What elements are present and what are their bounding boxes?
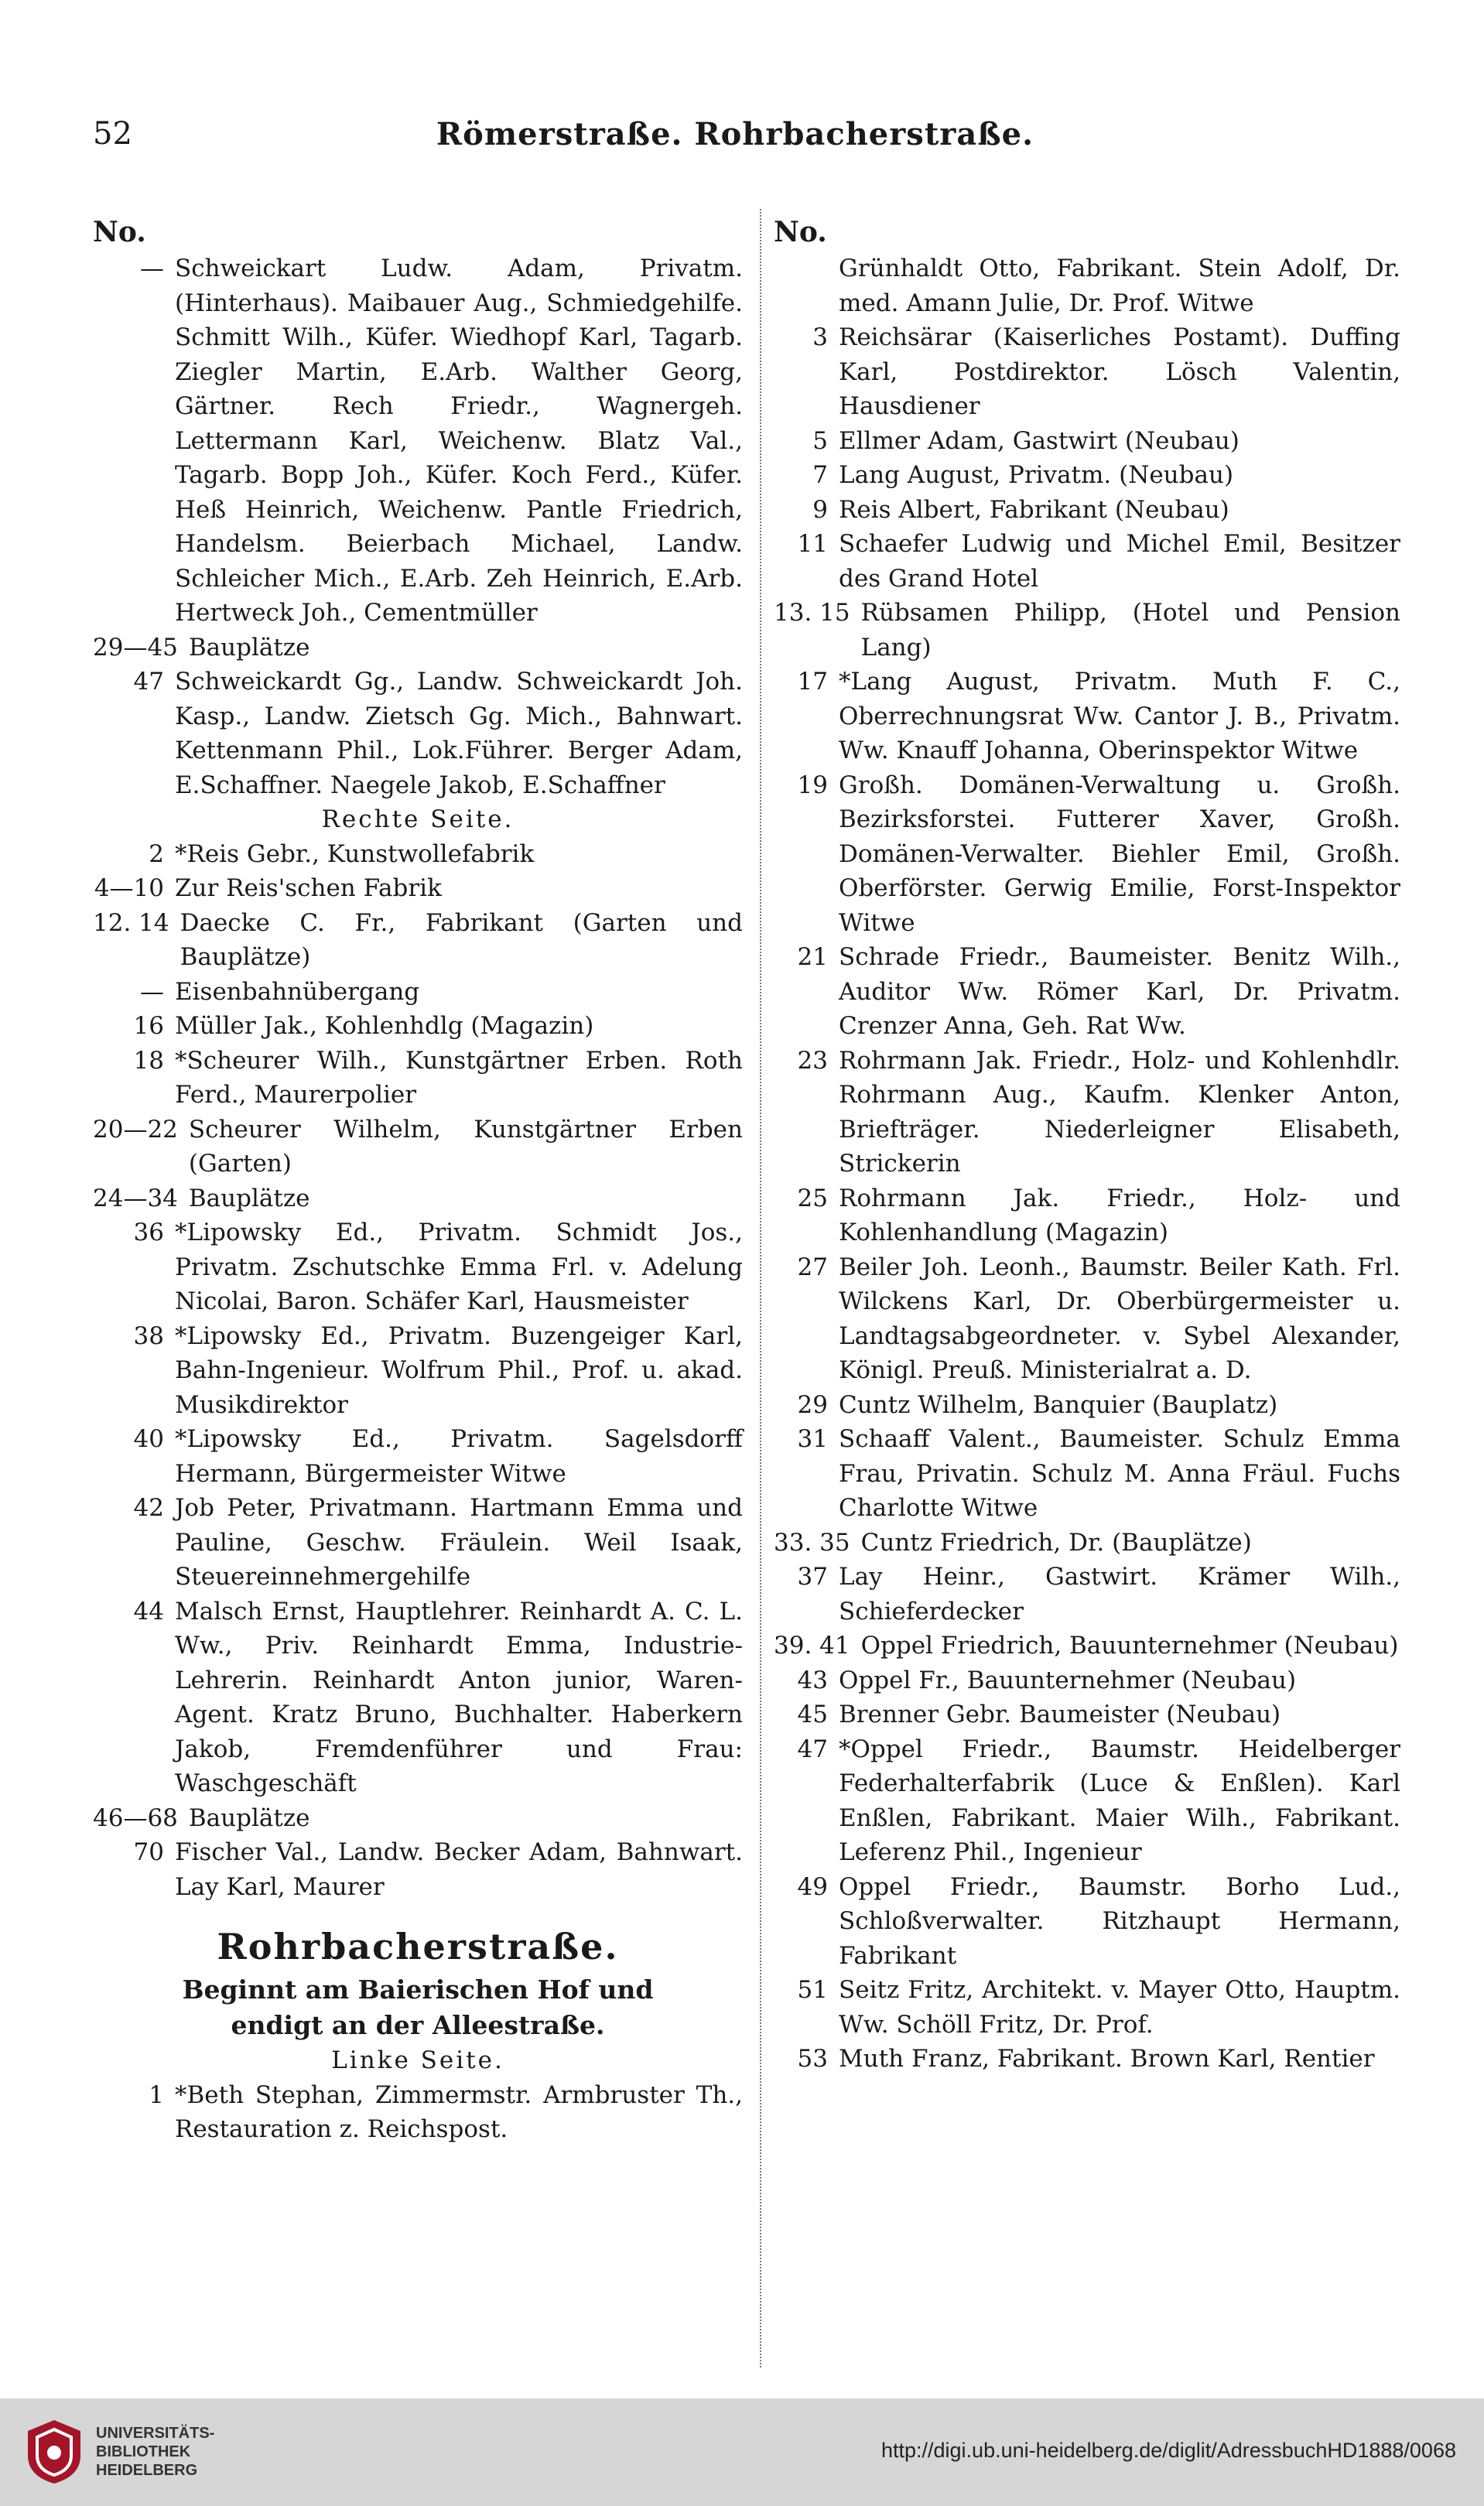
directory-entry	[774, 1422, 1400, 1526]
directory-entry	[774, 940, 1400, 1044]
residents-text: Rohrmann Jak. Friedr., Holz- und Kohlenhandlung (Magazin)	[839, 1184, 1400, 1246]
house-number: 11	[797, 530, 828, 558]
residents-text: Schaefer Ludwig und Michel Emil, Besitzer des Grand Hotel	[839, 530, 1400, 593]
footer-bar	[0, 2398, 1484, 2506]
house-number: 16	[133, 1012, 164, 1040]
directory-entry	[93, 665, 743, 802]
source-url-link[interactable]: http://digi.ub.uni-heidelberg.de/diglit/AdressbuchHD1888/0068	[880, 2439, 1456, 2462]
column-header-no: No.	[93, 216, 146, 248]
logo-text	[96, 2424, 214, 2480]
house-number: 13. 15	[774, 599, 850, 627]
house-number: 33. 35	[774, 1528, 850, 1557]
residents-text: *Lipowsky Ed., Privatm. Schmidt Jos., Privatm. Zschutschke Emma Frl. v. Adelung Nicolai, Baron. Schäfer Karl, Hausmeister	[175, 1219, 743, 1315]
house-number: 47	[133, 668, 164, 696]
house-number: 43	[797, 1666, 828, 1694]
directory-entry	[774, 251, 1400, 320]
directory-entry	[93, 1215, 743, 1319]
house-number: 24—34	[93, 1184, 178, 1212]
house-number: 17	[797, 668, 828, 696]
residents-text: *Scheurer Wilh., Kunstgärtner Erben. Roth Ferd., Maurerpolier	[175, 1046, 743, 1109]
left-column	[93, 213, 743, 2147]
house-number: 21	[797, 943, 828, 971]
residents-text: Cuntz Wilhelm, Banquier (Bauplatz)	[839, 1390, 1278, 1419]
house-number: 38	[133, 1321, 164, 1350]
directory-entry	[774, 596, 1400, 665]
seal-icon	[23, 2417, 85, 2487]
house-number: 20—22	[93, 1115, 178, 1144]
residents-text: Reis Albert, Fabrikant (Neubau)	[839, 495, 1229, 524]
house-number: 42	[133, 1494, 164, 1522]
residents-text: *Beth Stephan, Zimmermstr. Armbruster Th., Restauration z. Reichspost.	[175, 2080, 743, 2143]
directory-entry	[774, 1526, 1400, 1561]
right-entries	[774, 251, 1400, 2077]
column-divider	[760, 209, 761, 2368]
residents-text: Bauplätze	[188, 1803, 310, 1832]
house-number: 53	[797, 2045, 828, 2073]
logo-line: BIBLIOTHEK	[96, 2443, 191, 2460]
directory-entry	[774, 1732, 1400, 1870]
left-entries-left-side	[93, 2078, 743, 2147]
directory-entry	[774, 493, 1400, 528]
directory-entry	[774, 1663, 1400, 1698]
residents-text: Oppel Fr., Bauunternehmer (Neubau)	[839, 1666, 1297, 1694]
house-number	[774, 251, 839, 320]
directory-entry	[93, 975, 743, 1010]
house-number: 45	[797, 1701, 828, 1728]
directory-entry	[774, 1973, 1400, 2042]
residents-text: Ellmer Adam, Gastwirt (Neubau)	[839, 426, 1240, 455]
residents-text: Grünhaldt Otto, Fabrikant. Stein Adolf, Dr. med. Amann Julie, Dr. Prof. Witwe	[839, 255, 1400, 317]
residents-text: Malsch Ernst, Hauptlehrer. Reinhardt A. C. L. Ww., Priv. Reinhardt Emma, Industrie-Lehrerin. Reinhardt Anton junior, Waren-Agent. Kratz Bruno, Buchhalter. Haberkern Jakob, Fremdenführer und Frau: Waschgeschäft	[175, 1597, 743, 1797]
residents-text: Schaaff Valent., Baumeister. Schulz Emma Frau, Privatin. Schulz M. Anna Fräul. Fuchs Charlotte Witwe	[839, 1425, 1400, 1522]
residents-text: Daecke C. Fr., Fabrikant (Garten und Bauplätze)	[180, 908, 743, 971]
directory-entry	[93, 631, 743, 665]
street-description: Beginnt am Baierischen Hof und endigt an der Alleestraße.	[182, 1974, 654, 2040]
directory-entry	[93, 1113, 743, 1181]
directory-entry	[774, 1560, 1400, 1629]
section-heading-right-side: Rechte Seite.	[321, 805, 515, 833]
house-number: 51	[797, 1976, 828, 2004]
house-number: 44	[133, 1597, 164, 1626]
house-number: 12. 14	[93, 908, 169, 937]
directory-entry	[774, 1870, 1400, 1974]
residents-text: Großh. Domänen-Verwaltung u. Großh. Bezirksforstei. Futterer Xaver, Großh. Domänen-Verwalter. Biehler Emil, Großh. Oberförster. Gerwig Emilie, Forst-Inspektor Witwe	[839, 771, 1400, 937]
directory-entry	[93, 1801, 743, 1836]
residents-text: Job Peter, Privatmann. Hartmann Emma und Pauline, Geschw. Fräulein. Weil Isaak, Steuereinnehmergehilfe	[175, 1494, 743, 1591]
house-number: —	[140, 977, 164, 1006]
left-entries-right-side	[93, 837, 743, 1905]
directory-entry	[774, 1044, 1400, 1181]
house-number: 1	[149, 2080, 164, 2109]
house-number: 18	[133, 1046, 164, 1075]
residents-text: Seitz Fritz, Architekt. v. Mayer Otto, Hauptm. Ww. Schöll Fritz, Dr. Prof.	[839, 1976, 1400, 2039]
residents-text: Eisenbahnübergang	[175, 977, 420, 1006]
house-number: 47	[797, 1735, 828, 1763]
directory-entry	[93, 906, 743, 975]
residents-text: Lang August, Privatm. (Neubau)	[839, 461, 1234, 489]
house-number: —	[140, 255, 164, 282]
residents-text: *Lipowsky Ed., Privatm. Buzengeiger Karl, Bahn-Ingenieur. Wolfrum Phil., Prof. u. akad. Musikdirektor	[175, 1321, 743, 1419]
directory-entry	[774, 1250, 1400, 1388]
directory-entry	[93, 1044, 743, 1113]
residents-text: Oppel Friedrich, Bauunternehmer (Neubau)	[860, 1632, 1399, 1660]
house-number: 70	[133, 1838, 164, 1866]
house-number: 36	[133, 1219, 164, 1246]
house-number: 49	[797, 1872, 828, 1901]
directory-entry	[93, 871, 743, 906]
residents-text: Oppel Friedr., Baumstr. Borho Lud., Schloßverwalter. Ritzhaupt Hermann, Fabrikant	[839, 1872, 1400, 1970]
house-number: 40	[133, 1425, 164, 1453]
logo-line: HEIDELBERG	[96, 2462, 198, 2479]
directory-entry	[774, 1181, 1400, 1250]
residents-text: Zur Reis'schen Fabrik	[175, 874, 442, 902]
left-entries	[93, 251, 743, 802]
directory-entry	[774, 527, 1400, 596]
running-title: Römerstraße. Rohrbacherstraße.	[436, 116, 1034, 152]
directory-entry	[774, 1697, 1400, 1732]
residents-text: Rübsamen Philipp, (Hotel und Pension Lang)	[860, 599, 1400, 662]
residents-text: Fischer Val., Landw. Becker Adam, Bahnwart. Lay Karl, Maurer	[175, 1838, 743, 1901]
logo-line: UNIVERSITÄTS-	[96, 2425, 215, 2442]
residents-text: Lay Heinr., Gastwirt. Krämer Wilh., Schieferdecker	[839, 1563, 1400, 1626]
house-number: 2	[149, 839, 164, 868]
directory-entry	[774, 1629, 1400, 1663]
residents-text: Bauplätze	[188, 1184, 310, 1212]
directory-entry	[93, 1835, 743, 1904]
house-number: 29—45	[93, 633, 178, 662]
residents-text: Reichsärar (Kaiserliches Postamt). Duffing Karl, Postdirektor. Lösch Valentin, Hausdiener	[839, 323, 1400, 420]
house-number: 46—68	[93, 1803, 178, 1832]
residents-text: *Reis Gebr., Kunstwollefabrik	[175, 839, 535, 868]
residents-text: Schweickardt Gg., Landw. Schweickardt Joh. Kasp., Landw. Zietsch Gg. Mich., Bahnwart. Kettenmann Phil., Lok.Führer. Berger Adam, E.Schaffner. Naegele Jakob, E.Schaffner	[175, 668, 743, 799]
right-column	[774, 213, 1400, 2077]
page-header	[93, 116, 1377, 162]
directory-entry	[93, 1009, 743, 1044]
directory-entry	[774, 458, 1400, 493]
directory-entry	[774, 2042, 1400, 2077]
street-title: Rohrbacherstraße.	[217, 1926, 619, 1968]
house-number: 29	[797, 1390, 828, 1419]
residents-text: Schweickart Ludw. Adam, Privatm. (Hinterhaus). Maibauer Aug., Schmiedgehilfe. Schmitt Wilh., Küfer. Wiedhopf Karl, Tagarb. Ziegler Martin, E.Arb. Walther Georg, Gärtner. Rech Friedr., Wagnergeh. Lettermann Karl, Weichenw. Blatz Val., Tagarb. Bopp Joh., Küfer. Koch Ferd., Küfer. Heß Heinrich, Weichenw. Pantle Friedrich, Handelsm. Beierbach Michael, Landw. Schleicher Mich., E.Arb. Zeh Heinrich, E.Arb. Hertweck Joh., Cementmüller	[175, 255, 743, 627]
directory-entry	[774, 320, 1400, 424]
residents-text: Schrade Friedr., Baumeister. Benitz Wilh., Auditor Ww. Römer Karl, Dr. Privatm. Crenzer Anna, Geh. Rat Ww.	[839, 943, 1400, 1040]
library-logo[interactable]	[23, 2417, 214, 2487]
residents-text: Scheurer Wilhelm, Kunstgärtner Erben (Garten)	[188, 1115, 743, 1178]
residents-text: *Lang August, Privatm. Muth F. C., Oberrechnungsrat Ww. Cantor J. B., Privatm. Ww. Knauff Johanna, Oberinspektor Witwe	[839, 668, 1400, 764]
directory-entry	[774, 665, 1400, 768]
page-number: 52	[93, 116, 132, 152]
residents-text: *Oppel Friedr., Baumstr. Heidelberger Federhalterfabrik (Luce & Enßlen). Karl Enßlen, Fabrikant. Maier Wilh., Fabrikant. Leferenz Phil., Ingenieur	[839, 1735, 1400, 1866]
directory-entry	[93, 837, 743, 872]
house-number: 37	[797, 1563, 828, 1591]
house-number: 31	[797, 1425, 828, 1453]
residents-text: Müller Jak., Kohlenhdlg (Magazin)	[175, 1012, 594, 1040]
directory-entry	[774, 424, 1400, 459]
residents-text: Cuntz Friedrich, Dr. (Bauplätze)	[860, 1528, 1252, 1557]
directory-entry	[93, 251, 743, 631]
house-number: 39. 41	[774, 1632, 850, 1660]
house-number: 25	[797, 1184, 828, 1212]
residents-text: Beiler Joh. Leonh., Baumstr. Beiler Kath. Frl. Wilckens Karl, Dr. Oberbürgermeister u. Landtagsabgeordneter. v. Sybel Alexander, Königl. Preuß. Ministerialrat a. D.	[839, 1253, 1400, 1384]
residents-text: Bauplätze	[188, 633, 310, 662]
directory-entry	[93, 1422, 743, 1491]
residents-text: Brenner Gebr. Baumeister (Neubau)	[839, 1701, 1281, 1728]
column-header-no: No.	[774, 216, 827, 248]
house-number: 4—10	[94, 874, 164, 902]
directory-entry	[93, 2078, 743, 2147]
house-number: 23	[797, 1046, 828, 1075]
house-number: 5	[812, 426, 828, 455]
house-number: 9	[812, 495, 828, 524]
directory-entry	[93, 1491, 743, 1595]
house-number: 3	[812, 323, 828, 351]
section-heading-left-side: Linke Seite.	[331, 2046, 504, 2074]
directory-entry	[774, 1388, 1400, 1423]
directory-entry	[774, 768, 1400, 941]
house-number: 27	[797, 1253, 828, 1281]
directory-entry	[93, 1595, 743, 1801]
residents-text: Muth Franz, Fabrikant. Brown Karl, Rentier	[839, 2045, 1375, 2073]
house-number: 7	[812, 461, 828, 489]
directory-entry	[93, 1319, 743, 1423]
directory-entry	[93, 1181, 743, 1216]
residents-text: *Lipowsky Ed., Privatm. Sagelsdorff Hermann, Bürgermeister Witwe	[175, 1425, 743, 1488]
residents-text: Rohrmann Jak. Friedr., Holz- und Kohlenhdlr. Rohrmann Aug., Kaufm. Klenker Anton, Briefträger. Niederleigner Elisabeth, Strickerin	[839, 1046, 1400, 1178]
house-number: 19	[797, 771, 828, 799]
